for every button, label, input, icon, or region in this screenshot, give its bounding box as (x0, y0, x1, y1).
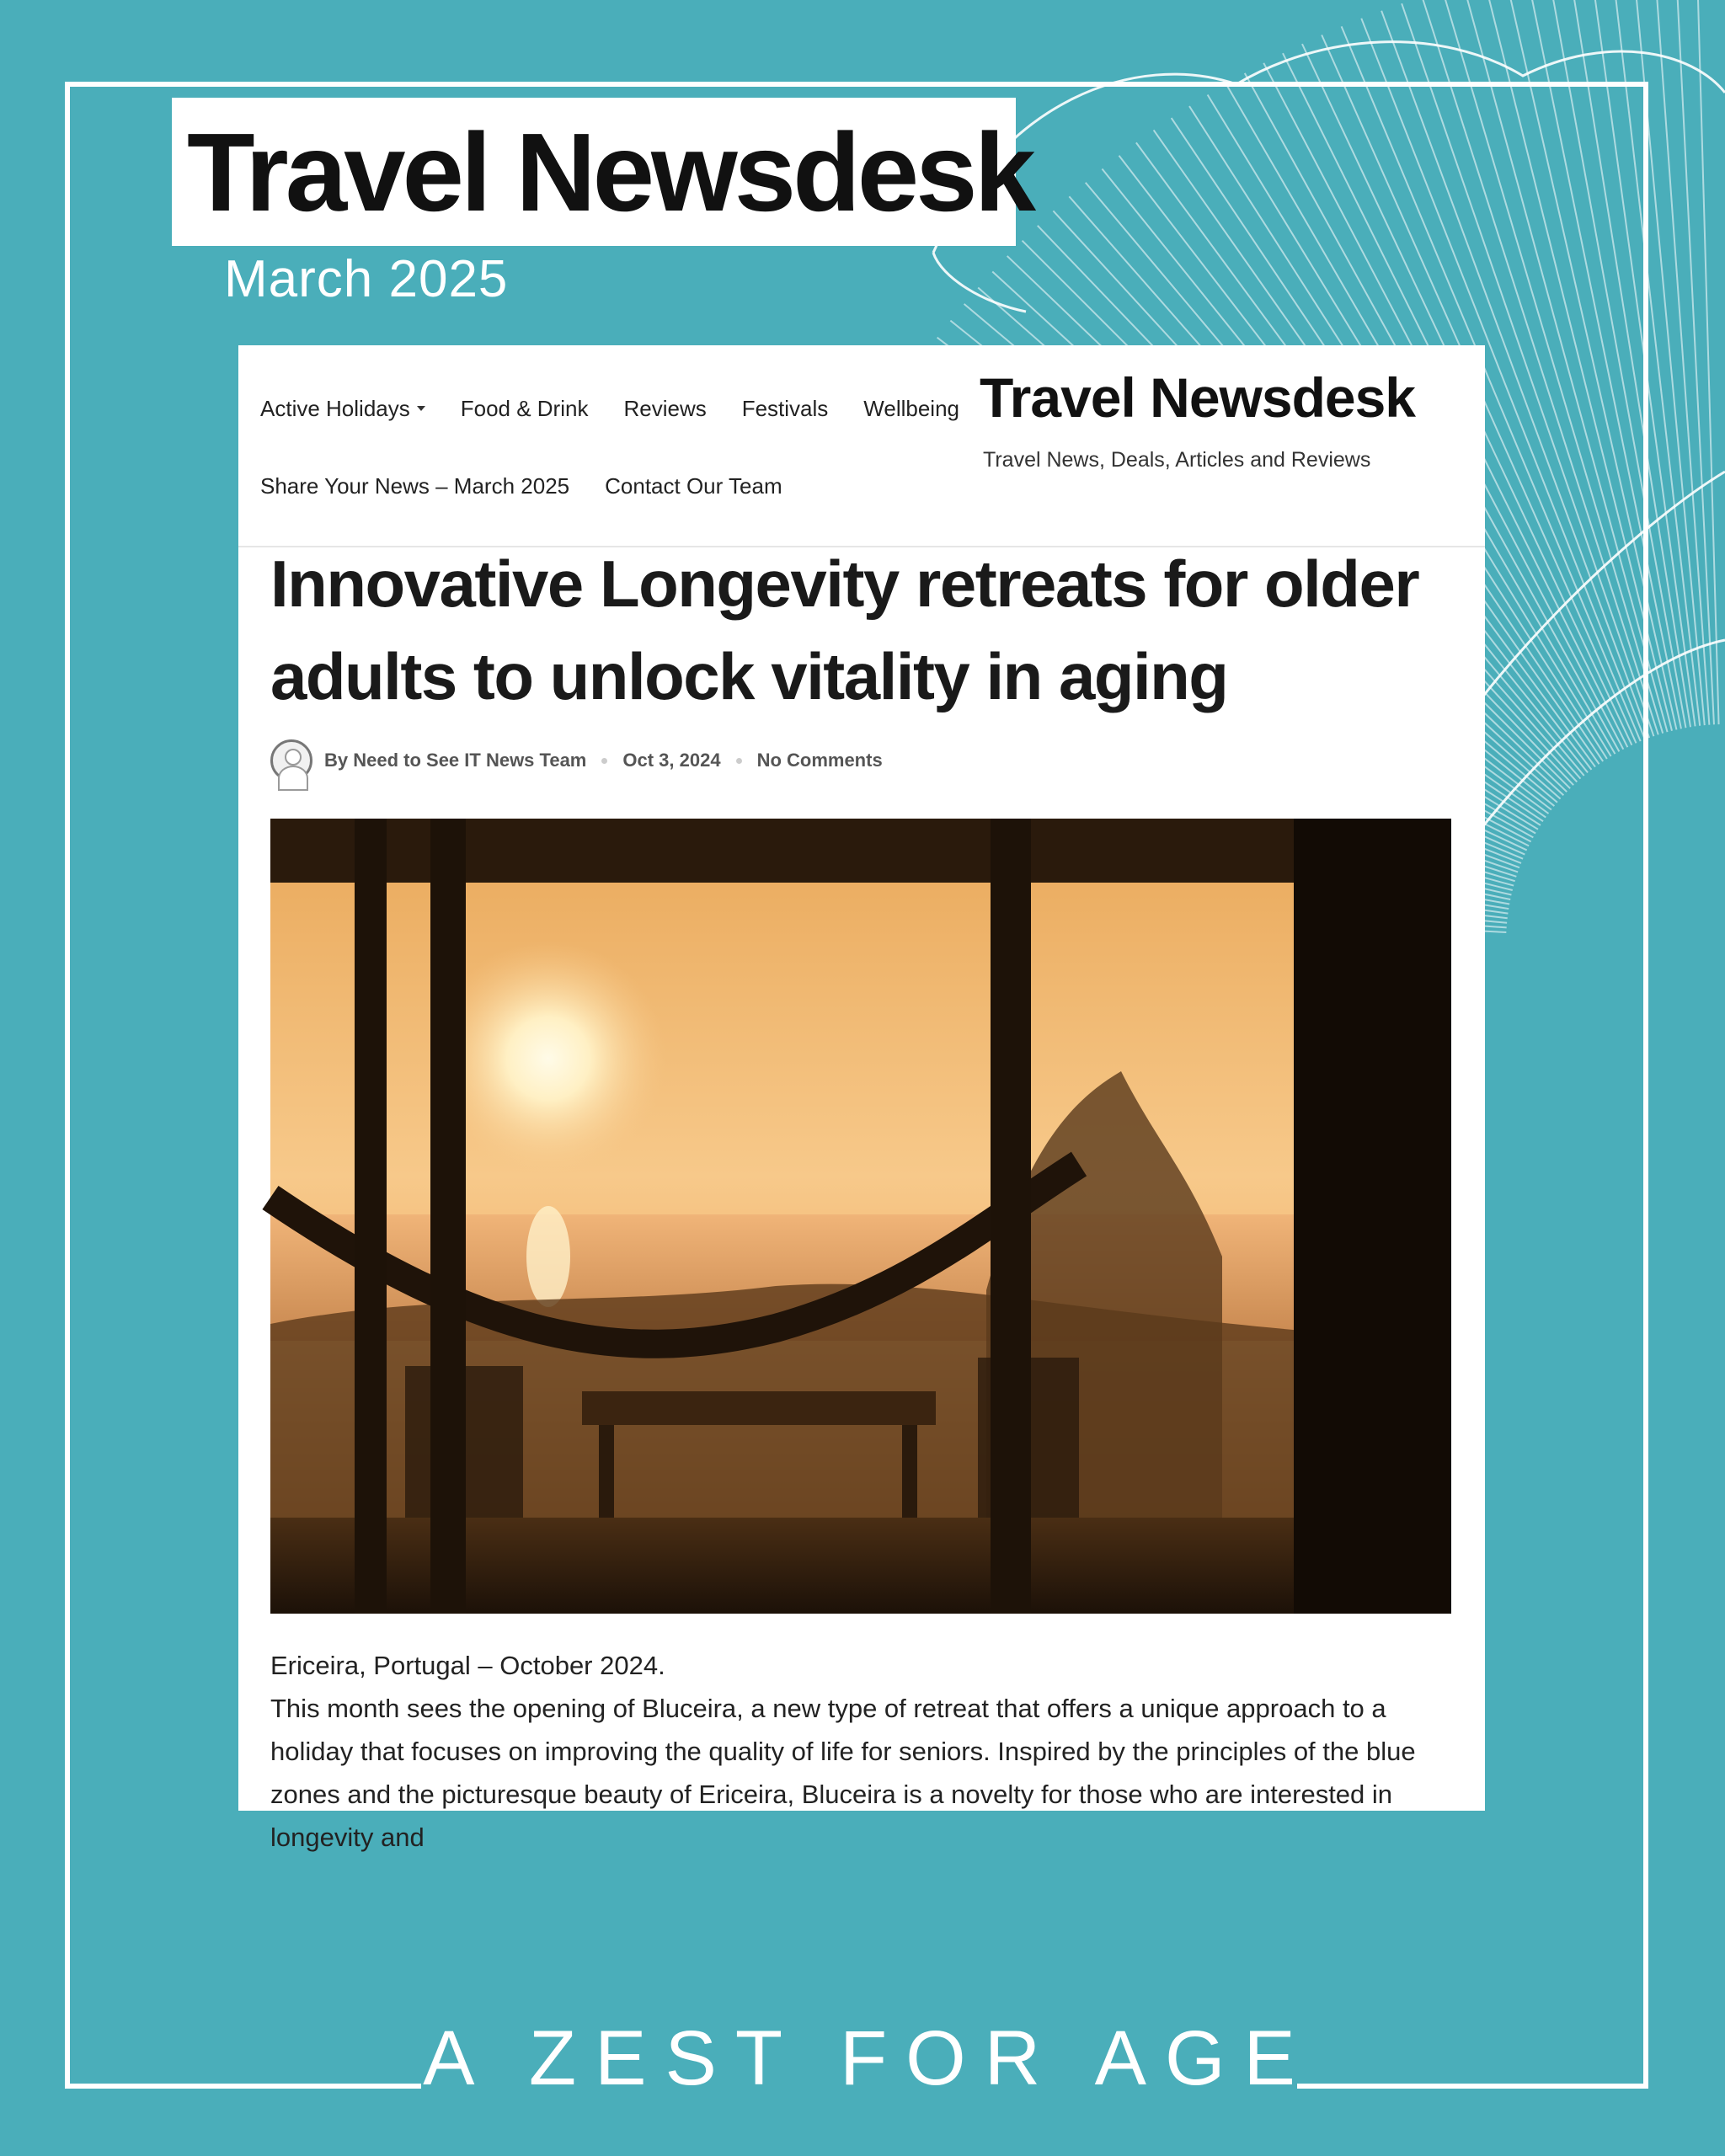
main-nav (260, 396, 1001, 499)
caret-down-icon (417, 406, 425, 411)
post-date-link[interactable]: Oct 3, 2024 (622, 750, 721, 771)
issue-date: March 2025 (224, 250, 509, 308)
article-meta (270, 739, 883, 782)
nav-food-drink[interactable] (461, 396, 589, 421)
sunset-photo (270, 819, 1451, 1614)
article-dateline: Ericeira, Portugal – October 2024. (270, 1651, 665, 1680)
fan-ray (1696, 0, 1718, 724)
nav-label: Wellbeing (863, 395, 959, 421)
site-title-link[interactable]: Travel Newsdesk (980, 366, 1415, 429)
nav-contact-our-team[interactable] (605, 473, 782, 499)
slogan-text: A ZEST FOR AGE (423, 2015, 1314, 2101)
article-paragraph: This month sees the opening of Bluceira, a new type of retreat that offers a unique approach to a holiday that focuses on improving the quality of life for seniors. Inspired by the principles of the blue zones and the picturesque beauty of Ericeira, Bluceira is a novelty for those who are interested in longevity and (270, 1694, 1416, 1852)
meta-separator (736, 758, 742, 764)
author-link[interactable]: By Need to See IT News Team (324, 750, 587, 771)
nav-label: Contact Our Team (605, 472, 782, 499)
article-body (270, 1644, 1466, 1859)
nav-label: Reviews (623, 395, 707, 421)
webpage-screenshot (238, 345, 1485, 1852)
nav-label: Active Holidays (260, 395, 410, 421)
site-tagline: Travel News, Deals, Articles and Reviews (983, 448, 1371, 472)
nav-share-your-news[interactable] (260, 473, 569, 499)
hero-image (270, 819, 1451, 1614)
nav-label: Food & Drink (460, 395, 589, 421)
nav-label: Share Your News – March 2025 (260, 472, 570, 499)
comments-link[interactable]: No Comments (756, 750, 883, 771)
poster-slogan (421, 2013, 1314, 2104)
nav-wellbeing[interactable] (863, 396, 959, 421)
masthead-title: Travel Newsdesk (187, 109, 1033, 234)
site-header (238, 345, 1485, 547)
poster-masthead (172, 98, 1033, 246)
nav-reviews[interactable] (623, 396, 706, 421)
nav-festivals[interactable] (742, 396, 829, 421)
meta-separator (601, 758, 607, 764)
user-avatar-icon (270, 739, 312, 782)
nav-active-holidays[interactable] (260, 396, 425, 421)
nav-label: Festivals (741, 395, 829, 421)
article-title: Innovative Longevity retreats for older adults to unlock vitality in aging (270, 547, 1419, 713)
